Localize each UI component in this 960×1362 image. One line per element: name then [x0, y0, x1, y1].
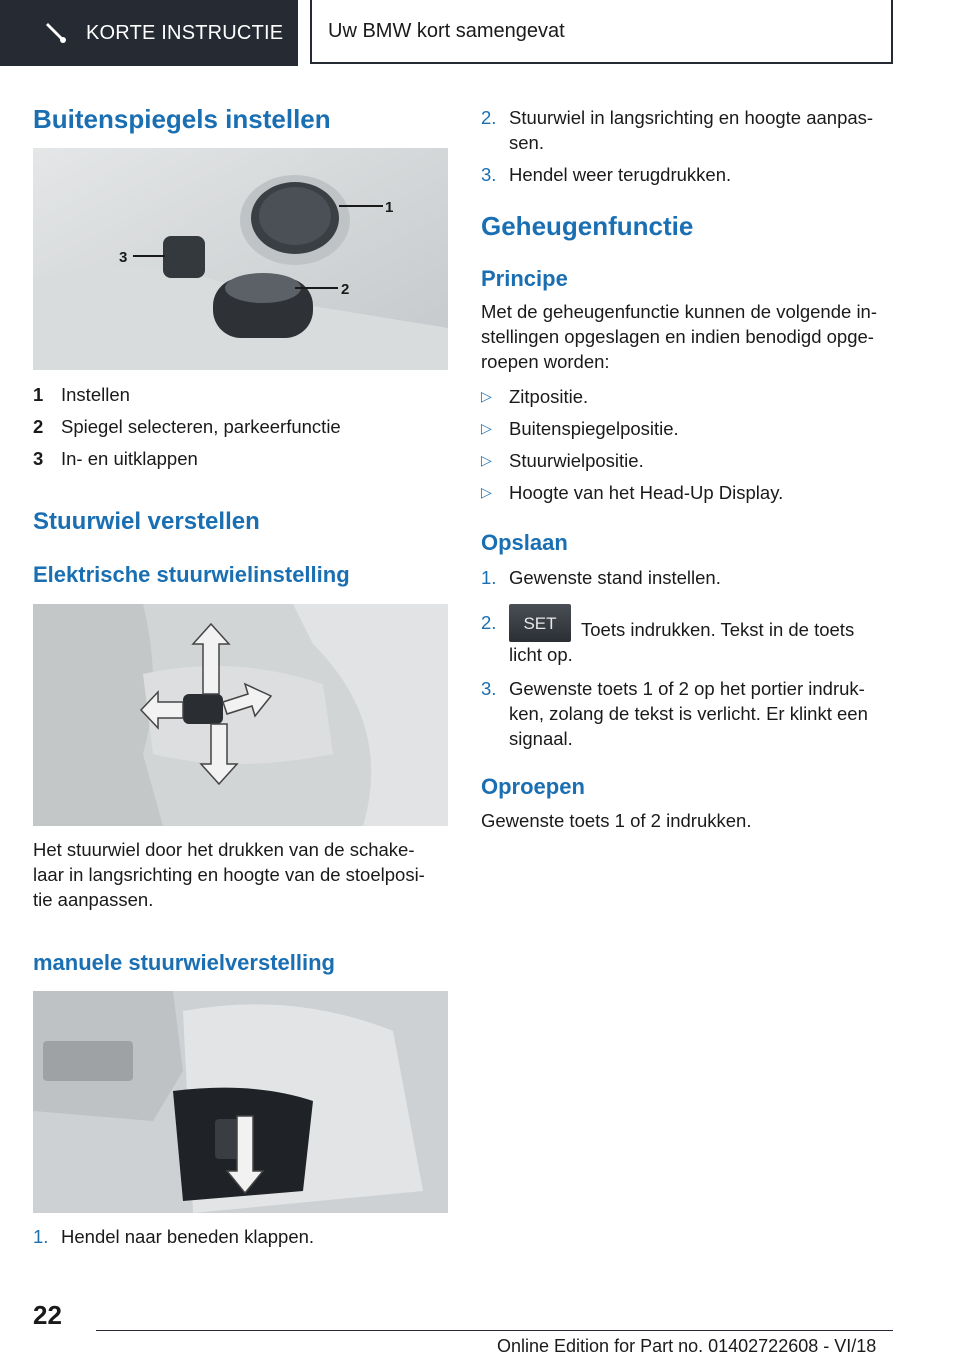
- bullet-item: [481, 480, 901, 505]
- callout-2: 2: [341, 281, 350, 298]
- legend-number: 2: [33, 416, 44, 437]
- wrench-icon: [42, 19, 70, 47]
- manual-steering-image: [33, 991, 448, 1213]
- recall-text: Gewenste toets 1 of 2 indrukken.: [481, 810, 752, 831]
- footer-divider: [96, 1330, 893, 1331]
- save-steps: [481, 565, 901, 751]
- legend-item: [33, 382, 453, 407]
- principle-text: [481, 299, 901, 374]
- header-tab-label: KORTE INSTRUCTIE: [86, 21, 284, 44]
- header-title-text: Uw BMW kort samengevat: [328, 19, 565, 42]
- bullet-item: [481, 384, 901, 409]
- section-title-mirrors: Buitenspiegels instellen: [33, 104, 331, 134]
- step-text: signaal.: [509, 728, 573, 749]
- manual-step: [33, 1224, 453, 1249]
- principle-line: roepen worden:: [481, 351, 610, 372]
- step-text: ken, zolang de tekst is verlicht. Er klinkt een: [509, 703, 868, 724]
- electric-steering-illustration: [33, 604, 448, 826]
- mirror-legend: [33, 382, 453, 471]
- step-number: 1.: [33, 1226, 49, 1247]
- manual-steps: [33, 1224, 453, 1249]
- page-number: 22: [33, 1300, 62, 1330]
- step-number: 2.: [481, 612, 497, 633]
- callout-1: 1: [385, 199, 394, 216]
- electric-steering-image: [33, 604, 448, 826]
- subsection-title-save: Opslaan: [481, 530, 568, 555]
- step-text: Hendel weer terugdrukken.: [509, 164, 732, 185]
- step-text: Stuurwiel in langsrichting en hoogte aanpas-: [509, 107, 874, 128]
- header-tab[interactable]: [0, 0, 298, 66]
- save-step: [481, 565, 901, 590]
- triangle-icon: ▷: [481, 420, 492, 436]
- electric-text-line: Het stuurwiel door het drukken van de schake-: [33, 839, 415, 860]
- step-number: 2.: [481, 107, 497, 128]
- bullet-text: Zitpositie.: [509, 386, 589, 407]
- legend-label: Instellen: [61, 384, 130, 405]
- triangle-icon: ▷: [481, 484, 492, 500]
- subsection-title-electric: Elektrische stuurwielinstelling: [33, 562, 350, 587]
- mirror-controls-image: [33, 148, 448, 370]
- step-number: 3.: [481, 678, 497, 699]
- electric-description: [33, 837, 453, 912]
- principle-line: Met de geheugenfunctie kunnen de volgende in-: [481, 301, 877, 322]
- legend-label: Spiegel selecteren, parkeerfunctie: [61, 416, 341, 437]
- triangle-icon: ▷: [481, 452, 492, 468]
- manual-steering-illustration: [33, 991, 448, 1213]
- electric-text-line: laar in langsrichting en hoogte van de stoelposi-: [33, 864, 425, 885]
- legend-item: [33, 414, 453, 439]
- header-title: [310, 0, 893, 64]
- subsection-title-manual: manuele stuurwielverstelling: [33, 950, 335, 975]
- bullet-item: [481, 448, 901, 473]
- bullet-item: [481, 416, 901, 441]
- step-text: licht op.: [509, 644, 573, 665]
- step-text: Toets indrukken. Tekst in de toets: [581, 619, 855, 640]
- section-title-memory: Geheugenfunctie: [481, 211, 694, 241]
- step-text: Hendel naar beneden klappen.: [61, 1226, 315, 1247]
- step-text: sen.: [509, 132, 544, 153]
- subsection-title-recall: Oproepen: [481, 774, 585, 799]
- steering-steps-continued: [481, 105, 901, 187]
- step-item: [481, 105, 901, 155]
- set-button-icon: SET: [509, 604, 571, 642]
- section-title-steering: Stuurwiel verstellen: [33, 508, 260, 535]
- save-step: [481, 676, 901, 751]
- step-number: 3.: [481, 164, 497, 185]
- legend-number: 1: [33, 384, 44, 405]
- legend-number: 3: [33, 448, 44, 469]
- mirror-controls-illustration: [33, 148, 448, 370]
- legend-label: In- en uitklappen: [61, 448, 198, 469]
- electric-text-line: tie aanpassen.: [33, 889, 154, 910]
- subsection-title-principle: Principe: [481, 266, 568, 291]
- memory-bullets: [481, 384, 901, 505]
- triangle-icon: ▷: [481, 388, 492, 404]
- legend-item: [33, 446, 453, 471]
- save-step: [481, 604, 901, 667]
- bullet-text: Stuurwielpositie.: [509, 450, 644, 471]
- bullet-text: Hoogte van het Head-Up Display.: [509, 482, 784, 503]
- step-item: [481, 162, 901, 187]
- footer-edition: Online Edition for Part no. 01402722608 - VI/18: [497, 1336, 877, 1356]
- step-text: Gewenste stand instellen.: [509, 567, 721, 588]
- principle-line: stellingen opgeslagen en indien benodigd opge-: [481, 326, 874, 347]
- step-text: Gewenste toets 1 of 2 op het portier indruk-: [509, 678, 865, 699]
- callout-3: 3: [119, 249, 128, 266]
- step-number: 1.: [481, 567, 497, 588]
- bullet-text: Buitenspiegelpositie.: [509, 418, 679, 439]
